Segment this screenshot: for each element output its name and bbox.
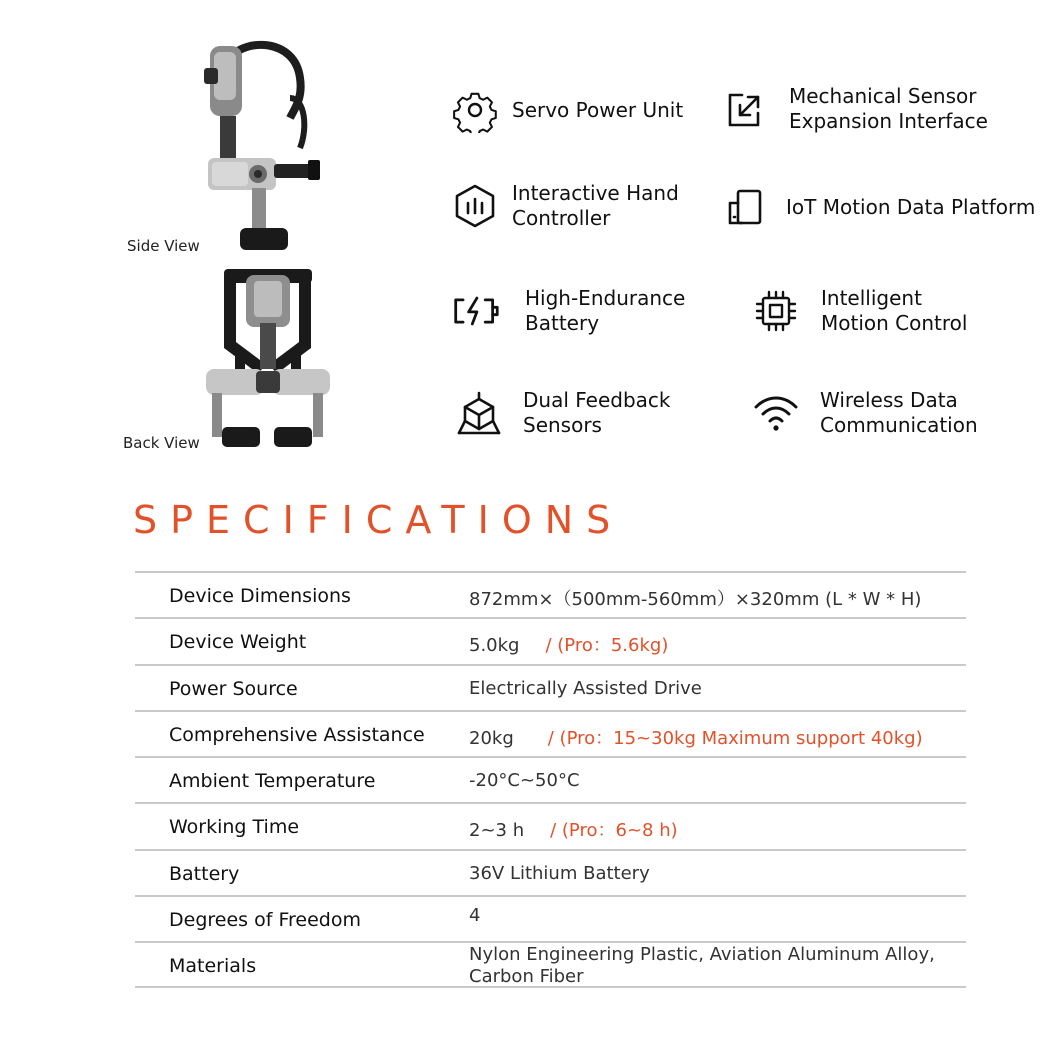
table-row (135, 941, 966, 987)
spec-base-value: 4 (469, 905, 481, 927)
table-row (135, 664, 966, 710)
table-row (135, 617, 966, 663)
table-row (135, 849, 966, 895)
feature-label: Intelligent Motion Control (821, 286, 968, 335)
table-row (135, 710, 966, 756)
spec-value (469, 678, 702, 699)
spec-value (469, 944, 969, 988)
spec-base-value: 20kg (469, 727, 514, 749)
feature-label: IoT Motion Data Platform (786, 194, 1036, 219)
spec-pro-value: / (Pro：15~30kg Maximum support 40kg) (547, 727, 923, 749)
feature-label: High-Endurance Battery (525, 286, 686, 335)
back-view-label: Back View (123, 434, 200, 452)
spec-label: Materials (169, 955, 257, 978)
spec-value (469, 863, 650, 884)
spec-base-value: 872mm×（500mm-560mm）×320mm (L * W * H) (469, 589, 922, 610)
specifications-title: SPECIFICATIONS (133, 498, 624, 542)
feature-wireless-data-communication (752, 388, 978, 438)
spec-base-value: 36V Lithium Battery (469, 862, 650, 884)
spec-base-value: Nylon Engineering Plastic, Aviation Aluminum Alloy, Carbon Fiber (469, 944, 935, 988)
spec-value (469, 816, 678, 842)
table-row (135, 571, 966, 617)
expand-arrow-icon (720, 85, 768, 133)
spec-label: Degrees of Freedom (169, 909, 361, 932)
spec-label: Working Time (169, 816, 300, 839)
feature-label: Mechanical Sensor Expansion Interface (789, 84, 988, 133)
gear-icon (451, 86, 499, 134)
spec-pro-value: / (Pro：5.6kg) (545, 635, 669, 657)
spec-value (469, 585, 921, 611)
hexagon-bars-icon (451, 182, 499, 230)
battery-charge-icon (452, 287, 500, 335)
spec-label: Comprehensive Assistance (169, 723, 425, 746)
wifi-icon (752, 389, 800, 437)
devices-icon (720, 183, 768, 231)
feature-mechanical-sensor-expansion (720, 84, 988, 134)
spec-value (469, 631, 668, 657)
spec-base-value: 2~3 h (469, 820, 525, 842)
spec-value (469, 905, 480, 926)
chip-icon (752, 287, 800, 335)
spec-label: Ambient Temperature (169, 770, 376, 793)
back-view-device-image (200, 265, 335, 457)
table-row (135, 802, 966, 848)
table-row (135, 756, 966, 802)
spec-value (469, 770, 580, 791)
feature-iot-motion-data-platform (720, 183, 1035, 231)
cube-sensor-icon (455, 389, 503, 437)
spec-base-value: Electrically Assisted Drive (469, 677, 702, 699)
feature-label: Interactive Hand Controller (512, 181, 679, 230)
spec-base-value: 5.0kg (469, 635, 520, 657)
side-view-device-image (190, 38, 340, 260)
feature-intelligent-motion-control (752, 286, 967, 336)
feature-label: Dual Feedback Sensors (523, 388, 671, 437)
feature-dual-feedback-sensors (455, 388, 671, 438)
table-row (135, 895, 966, 941)
spec-label: Device Weight (169, 631, 307, 654)
spec-value (469, 724, 923, 750)
specifications-table (135, 571, 966, 988)
feature-interactive-hand-controller (451, 181, 679, 231)
feature-label: Wireless Data Communication (820, 388, 978, 437)
spec-pro-value: / (Pro：6~8 h) (550, 820, 678, 842)
spec-label: Power Source (169, 677, 298, 700)
spec-label: Device Dimensions (169, 585, 351, 607)
spec-base-value: -20°C~50°C (469, 770, 580, 792)
feature-servo-power-unit (451, 86, 683, 134)
feature-label: Servo Power Unit (512, 97, 684, 122)
spec-label: Battery (169, 862, 240, 885)
feature-high-endurance-battery (452, 286, 685, 336)
side-view-label: Side View (127, 237, 200, 255)
